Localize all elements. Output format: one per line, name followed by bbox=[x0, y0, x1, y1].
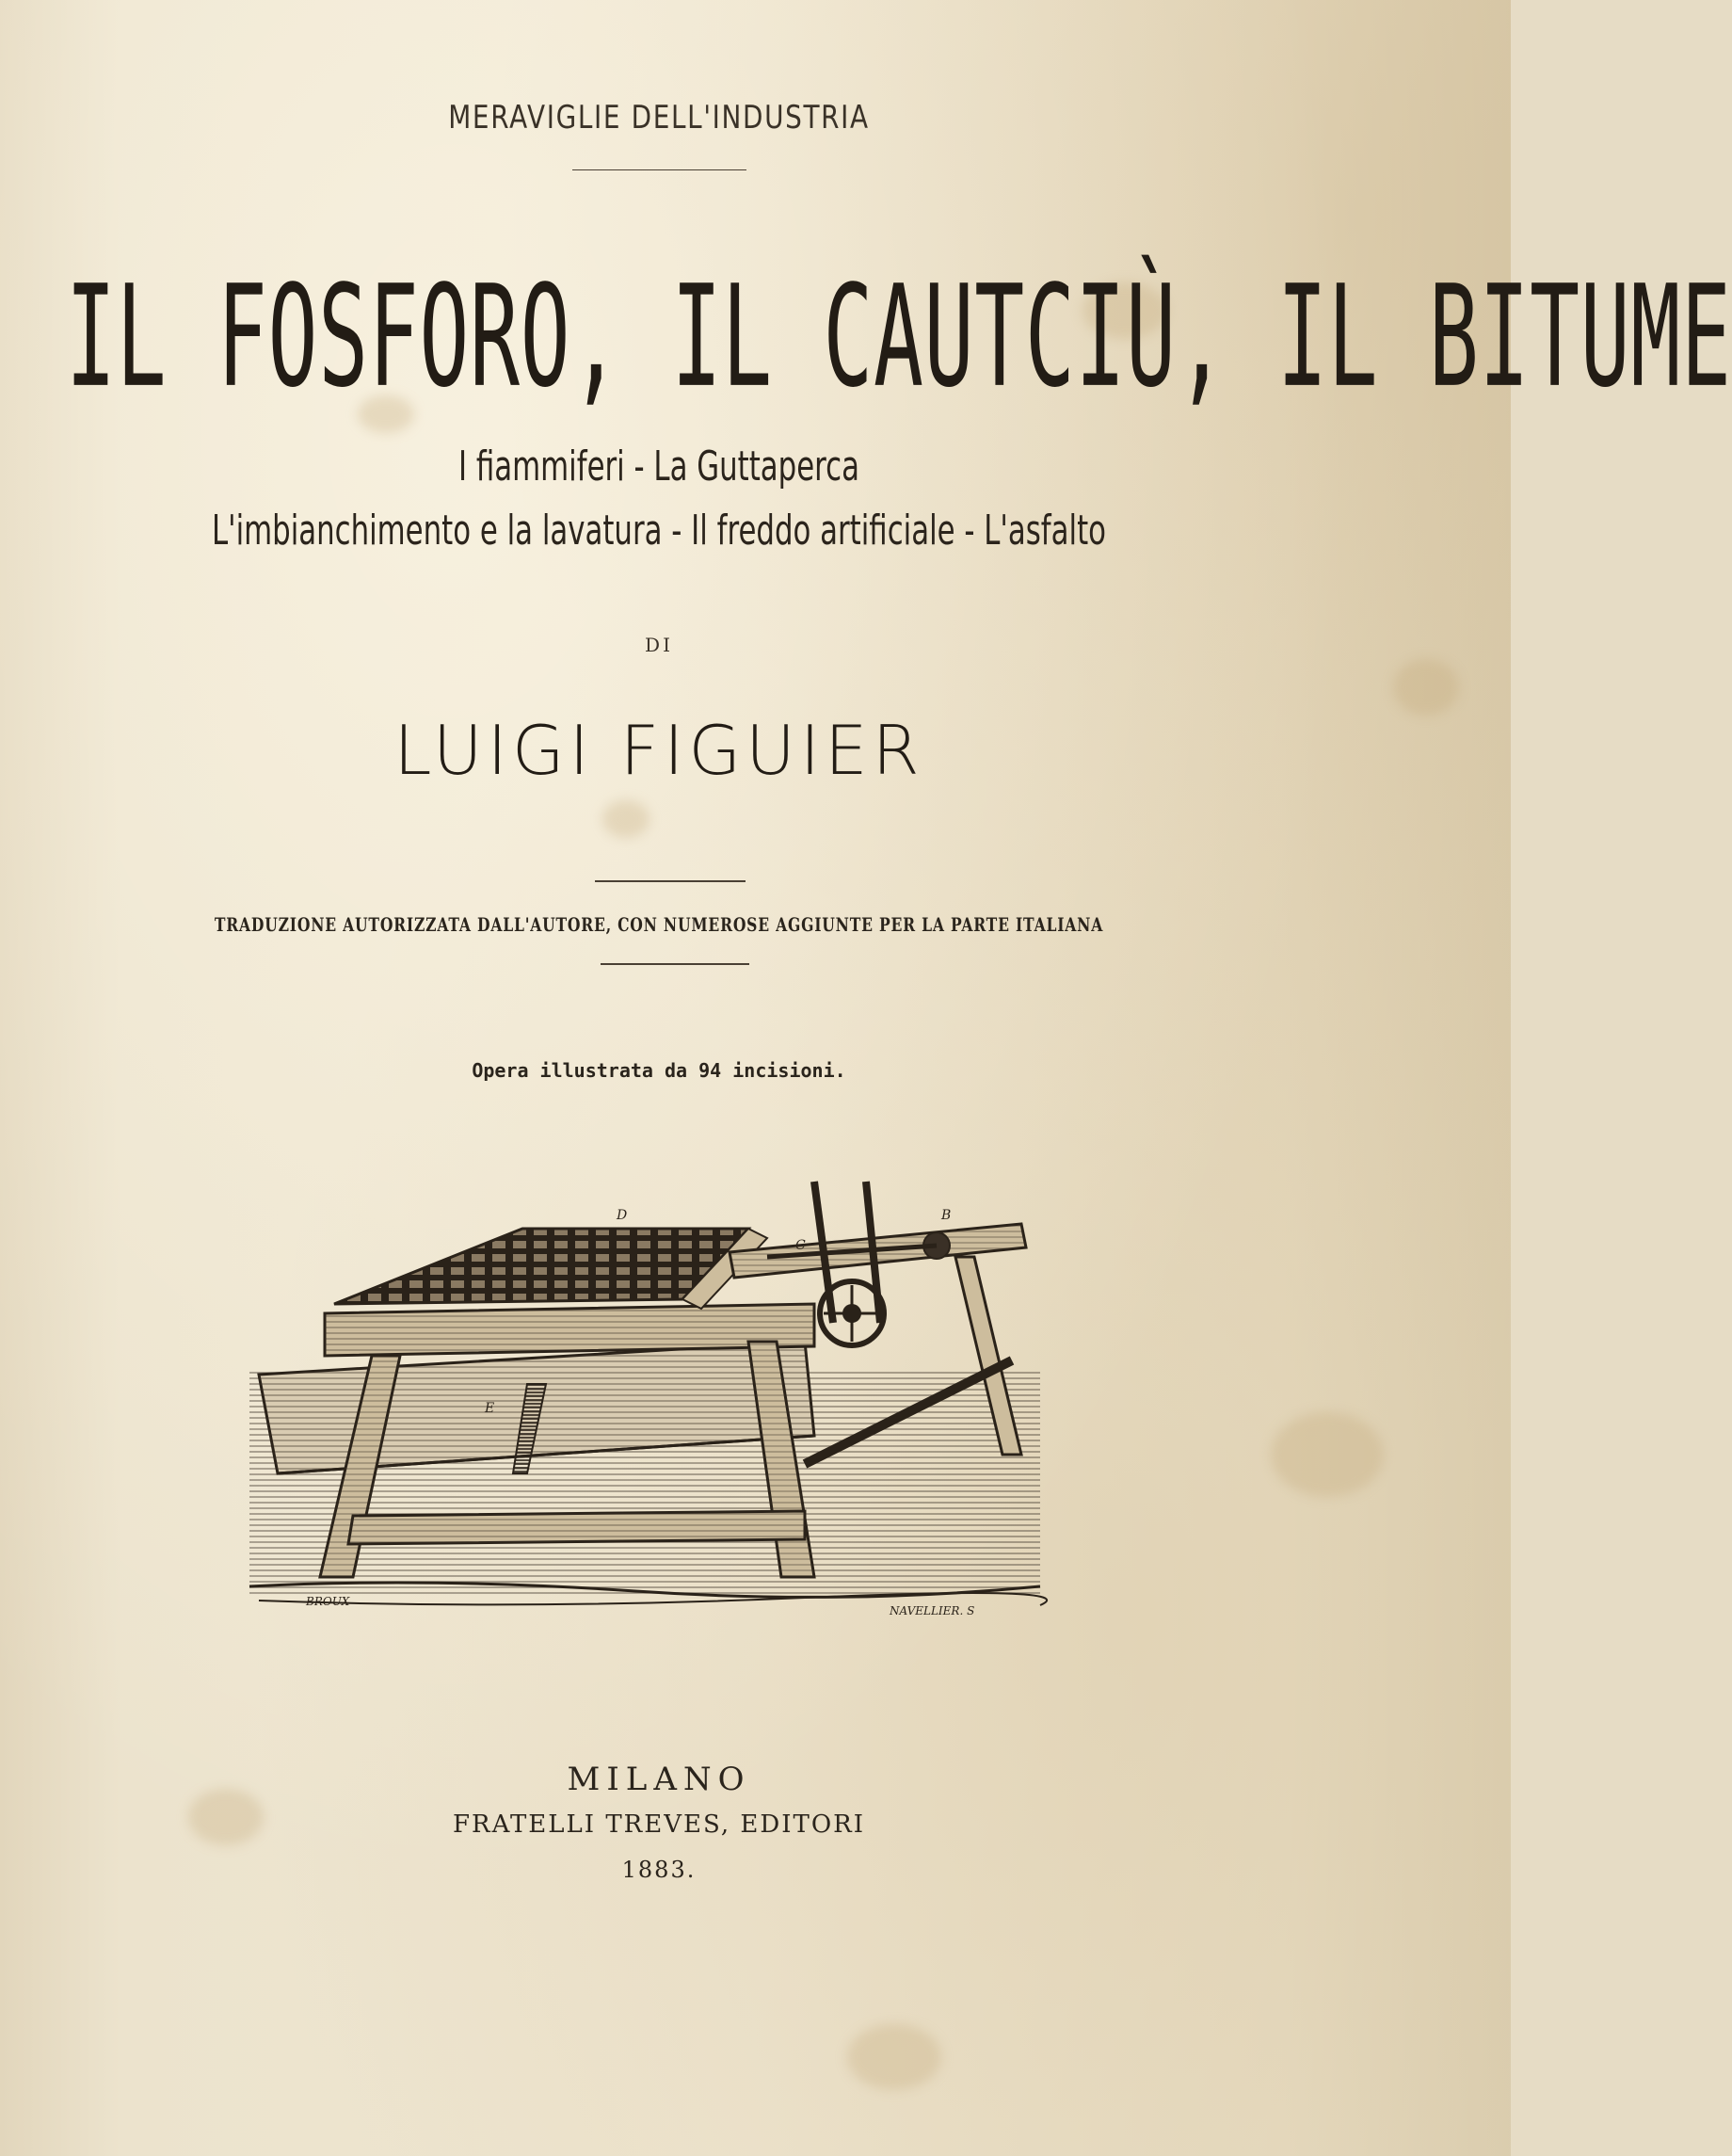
illustration-note: Opera illustrata da 94 incisioni. bbox=[472, 1059, 846, 1082]
by-label: DI bbox=[645, 634, 673, 656]
author-name: LUIGI FIGUIER bbox=[393, 711, 924, 790]
imprint-city: MILANO bbox=[567, 1761, 751, 1798]
divider bbox=[572, 169, 746, 170]
subtitle-line-2: L'imbianchimento e la lavatura - Il freddo artificiale - L'asfalto bbox=[211, 507, 1107, 555]
book-title: IL FOSFORO, IL CAUTCIÙ, IL BITUME bbox=[66, 255, 1732, 419]
engraver-signature-left: BROUX bbox=[306, 1595, 350, 1608]
divider bbox=[595, 880, 746, 882]
engraving-illustration bbox=[240, 1172, 1059, 1643]
engraving-label-c: C bbox=[795, 1238, 806, 1253]
engraver-signature-right: NAVELLIER. S bbox=[890, 1604, 975, 1617]
translation-note: TRADUZIONE AUTORIZZATA DALL'AUTORE, CON NUMEROSE AGGIUNTE PER LA PARTE ITALIANA bbox=[214, 913, 1104, 936]
engraving-label-b: B bbox=[941, 1208, 952, 1223]
series-title: MERAVIGLIE DELL'INDUSTRIA bbox=[448, 99, 870, 137]
engraving-label-d: D bbox=[617, 1208, 628, 1223]
divider bbox=[601, 963, 749, 965]
imprint-year: 1883. bbox=[621, 1857, 697, 1883]
engraving-label-e: E bbox=[485, 1401, 495, 1416]
imprint-publisher: FRATELLI TREVES, EDITORI bbox=[452, 1810, 866, 1839]
subtitle-line-1: I fiammiferi - La Guttaperca bbox=[458, 442, 859, 491]
